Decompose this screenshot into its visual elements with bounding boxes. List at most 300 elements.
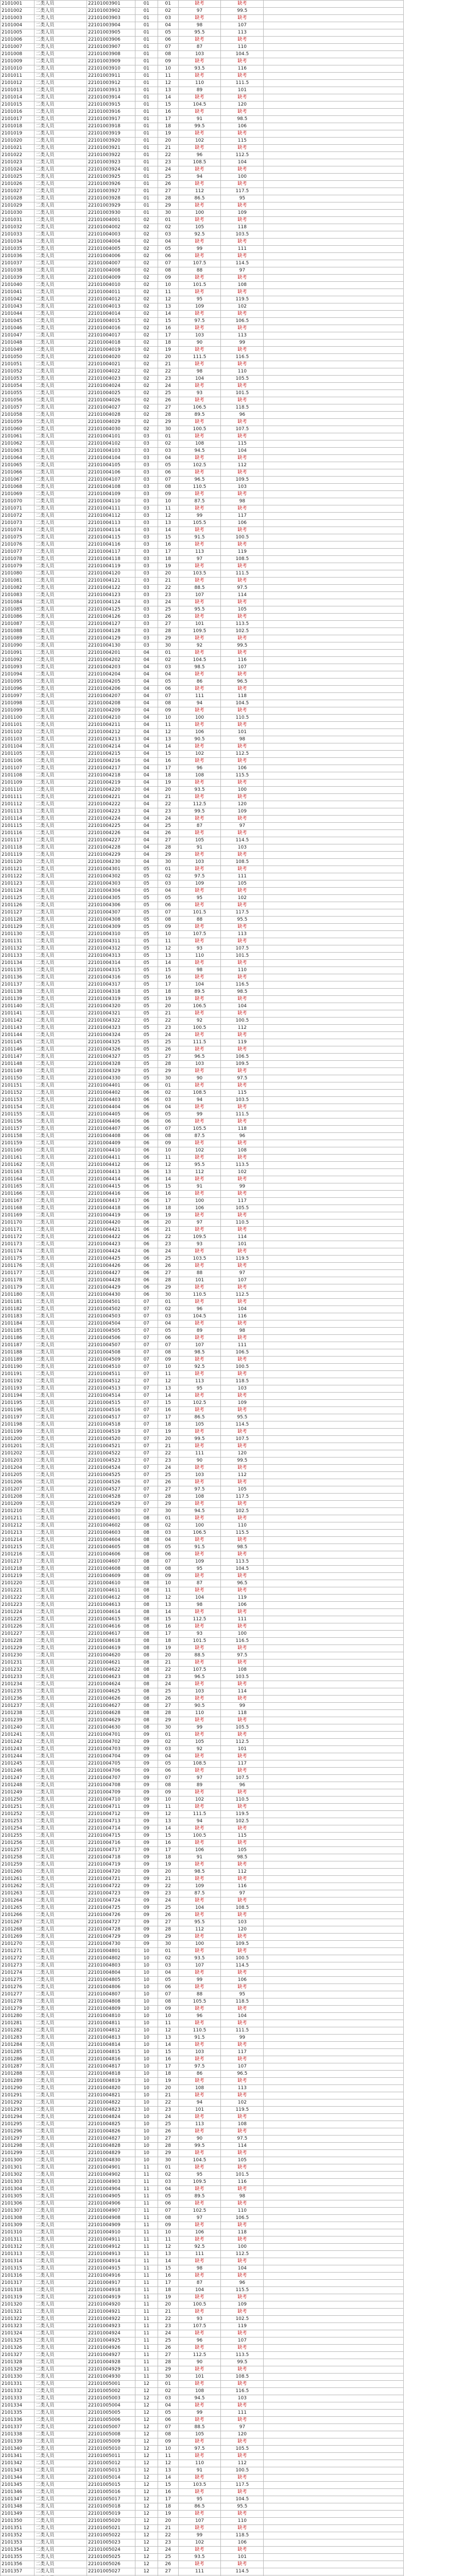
cell-empty (264, 1277, 404, 1284)
cell-category: 二类人员 (35, 1479, 87, 1486)
cell-score-a: 缺考 (178, 217, 221, 224)
table-row (1, 1998, 404, 2006)
cell-ticket-no: 22101004304 (87, 888, 135, 895)
cell-seat: 19 (158, 347, 178, 354)
cell-exam-id: 2101189 (1, 1357, 35, 1364)
cell-empty (264, 2460, 404, 2467)
cell-empty (264, 2446, 404, 2453)
cell-score-b: 缺考 (221, 1840, 264, 1847)
cell-seat: 17 (158, 332, 178, 340)
cell-score-a: 93.5 (178, 1955, 221, 1962)
cell-ticket-no: 22101004620 (87, 1652, 135, 1659)
cell-score-a: 110.5 (178, 484, 221, 491)
cell-ticket-no: 22101005027 (87, 2568, 135, 2575)
cell-score-b: 缺考 (221, 1789, 264, 1797)
cell-empty (264, 1638, 404, 1645)
cell-score-b: 106.5 (221, 1054, 264, 1061)
cell-category: 二类人员 (35, 888, 87, 895)
cell-room: 04 (135, 787, 158, 794)
cell-score-b: 105 (221, 1486, 264, 1494)
table-row (1, 1587, 404, 1595)
cell-empty (264, 2323, 404, 2330)
cell-exam-id: 2101124 (1, 888, 35, 895)
cell-category: 二类人员 (35, 823, 87, 830)
cell-ticket-no: 22101004314 (87, 960, 135, 967)
cell-seat: 30 (158, 642, 178, 650)
cell-ticket-no: 22101004403 (87, 1097, 135, 1104)
cell-exam-id: 2101060 (1, 426, 35, 433)
cell-exam-id: 2101110 (1, 787, 35, 794)
cell-ticket-no: 22101004626 (87, 1696, 135, 1703)
cell-empty (264, 563, 404, 570)
cell-ticket-no: 22101004407 (87, 1126, 135, 1133)
cell-ticket-no: 22101004612 (87, 1595, 135, 1602)
cell-category: 二类人员 (35, 2453, 87, 2460)
cell-category: 二类人员 (35, 2006, 87, 2013)
cell-score-a: 88.5 (178, 585, 221, 592)
cell-seat: 24 (158, 1248, 178, 1256)
cell-exam-id: 2101010 (1, 65, 35, 73)
cell-room: 03 (135, 549, 158, 556)
cell-score-a: 缺考 (178, 181, 221, 188)
cell-ticket-no: 22101004411 (87, 1155, 135, 1162)
cell-category: 二类人员 (35, 1342, 87, 1349)
cell-seat: 11 (158, 1804, 178, 1811)
cell-room: 04 (135, 816, 158, 823)
cell-empty (264, 2193, 404, 2200)
cell-exam-id: 2101271 (1, 1948, 35, 1955)
cell-ticket-no: 22101004013 (87, 303, 135, 311)
cell-ticket-no: 22101003927 (87, 188, 135, 195)
table-row (1, 1501, 404, 1508)
cell-category: 二类人员 (35, 1912, 87, 1919)
cell-ticket-no: 22101004821 (87, 2092, 135, 2099)
cell-ticket-no: 22101004009 (87, 275, 135, 282)
cell-room: 11 (135, 2215, 158, 2222)
cell-empty (264, 1652, 404, 1659)
cell-category: 二类人员 (35, 844, 87, 852)
cell-score-b: 118.5 (221, 1378, 264, 1385)
cell-room: 09 (135, 1905, 158, 1912)
cell-score-b: 118 (221, 224, 264, 231)
cell-score-b: 96 (221, 1782, 264, 1789)
cell-room: 09 (135, 1746, 158, 1753)
cell-exam-id: 2101170 (1, 1219, 35, 1227)
cell-room: 03 (135, 484, 158, 491)
cell-score-a: 101.5 (178, 909, 221, 917)
cell-room: 11 (135, 2309, 158, 2316)
table-row (1, 130, 404, 138)
cell-score-a: 107 (178, 1342, 221, 1349)
table-row (1, 2359, 404, 2366)
cell-score-b: 缺考 (221, 491, 264, 498)
cell-exam-id: 2101254 (1, 1825, 35, 1833)
cell-category: 二类人员 (35, 1046, 87, 1054)
cell-score-b: 缺考 (221, 181, 264, 188)
cell-ticket-no: 22101004913 (87, 2251, 135, 2258)
cell-ticket-no: 22101004903 (87, 2179, 135, 2186)
table-row (1, 2128, 404, 2136)
cell-category: 二类人员 (35, 1833, 87, 1840)
cell-empty (264, 1696, 404, 1703)
cell-score-b: 118.5 (221, 2532, 264, 2539)
cell-category: 二类人员 (35, 787, 87, 794)
cell-seat: 26 (158, 830, 178, 837)
cell-room: 07 (135, 1501, 158, 1508)
cell-category: 二类人员 (35, 188, 87, 195)
cell-ticket-no: 22101003916 (87, 109, 135, 116)
cell-score-a: 90 (178, 2136, 221, 2143)
cell-category: 二类人员 (35, 1962, 87, 1970)
cell-exam-id: 2101166 (1, 1191, 35, 1198)
cell-seat: 18 (158, 556, 178, 563)
cell-score-b: 缺考 (221, 469, 264, 477)
cell-seat: 24 (158, 1465, 178, 1472)
cell-empty (264, 2417, 404, 2424)
cell-exam-id: 2101333 (1, 2395, 35, 2402)
cell-category: 二类人员 (35, 2085, 87, 2092)
cell-room: 06 (135, 1227, 158, 1234)
cell-score-b: 缺考 (221, 2200, 264, 2208)
cell-ticket-no: 22101005003 (87, 2395, 135, 2402)
cell-exam-id: 2101050 (1, 354, 35, 361)
cell-category: 二类人员 (35, 2424, 87, 2431)
cell-exam-id: 2101048 (1, 340, 35, 347)
cell-ticket-no: 22101004706 (87, 1768, 135, 1775)
cell-empty (264, 1833, 404, 1840)
cell-score-b: 97 (221, 1890, 264, 1897)
cell-category: 二类人员 (35, 1263, 87, 1270)
cell-seat: 26 (158, 1696, 178, 1703)
table-row (1, 2172, 404, 2179)
cell-score-b: 缺考 (221, 743, 264, 751)
cell-score-b: 95.5 (221, 1414, 264, 1421)
cell-seat: 03 (158, 1746, 178, 1753)
cell-room: 01 (135, 174, 158, 181)
cell-score-b: 缺考 (221, 2114, 264, 2121)
cell-score-b: 103 (221, 1385, 264, 1393)
cell-category: 二类人员 (35, 1183, 87, 1191)
cell-score-b: 106 (221, 1977, 264, 1984)
cell-empty (264, 159, 404, 166)
cell-ticket-no: 22101004827 (87, 2136, 135, 2143)
cell-empty (264, 1212, 404, 1219)
cell-score-a: 93 (178, 945, 221, 953)
cell-empty (264, 1003, 404, 1010)
cell-empty (264, 2244, 404, 2251)
cell-category: 二类人员 (35, 2337, 87, 2345)
cell-ticket-no: 22101005008 (87, 2431, 135, 2438)
cell-category: 二类人员 (35, 2446, 87, 2453)
cell-score-a: 99 (178, 2410, 221, 2417)
cell-score-b: 109 (221, 2301, 264, 2309)
cell-ticket-no: 22101003912 (87, 80, 135, 87)
cell-category: 二类人员 (35, 1659, 87, 1667)
cell-seat: 03 (158, 1097, 178, 1104)
table-row (1, 2417, 404, 2424)
table-row (1, 1486, 404, 1494)
cell-score-b: 110.5 (221, 715, 264, 722)
cell-ticket-no: 22101004515 (87, 1400, 135, 1407)
cell-ticket-no: 22101004702 (87, 1739, 135, 1746)
cell-exam-id: 2101249 (1, 1789, 35, 1797)
cell-ticket-no: 22101004202 (87, 657, 135, 664)
cell-room: 11 (135, 2330, 158, 2337)
cell-category: 二类人员 (35, 2121, 87, 2128)
cell-category: 二类人员 (35, 1616, 87, 1623)
cell-exam-id: 2101001 (1, 1, 35, 8)
cell-score-a: 103 (178, 1472, 221, 1479)
cell-empty (264, 1494, 404, 1501)
table-row (1, 816, 404, 823)
cell-room: 06 (135, 1176, 158, 1183)
cell-seat: 03 (158, 231, 178, 239)
cell-seat: 11 (158, 1587, 178, 1595)
cell-room: 06 (135, 1082, 158, 1090)
cell-seat: 07 (158, 2208, 178, 2215)
cell-category: 二类人员 (35, 801, 87, 808)
cell-empty (264, 1046, 404, 1054)
cell-empty (264, 1703, 404, 1710)
table-row (1, 664, 404, 671)
cell-ticket-no: 22101004228 (87, 844, 135, 852)
cell-score-a: 88 (178, 267, 221, 275)
cell-ticket-no: 22101004820 (87, 2085, 135, 2092)
cell-empty (264, 152, 404, 159)
cell-exam-id: 2101126 (1, 902, 35, 909)
cell-empty (264, 80, 404, 87)
cell-ticket-no: 22101004007 (87, 260, 135, 267)
cell-score-a: 缺考 (178, 686, 221, 693)
cell-room: 03 (135, 448, 158, 455)
cell-ticket-no: 22101004412 (87, 1162, 135, 1169)
cell-empty (264, 830, 404, 837)
cell-category: 二类人员 (35, 2172, 87, 2179)
cell-room: 02 (135, 361, 158, 368)
cell-ticket-no: 22101004318 (87, 989, 135, 996)
cell-score-a: 94 (178, 2099, 221, 2107)
cell-score-a: 88.5 (178, 2424, 221, 2431)
cell-ticket-no: 22101004427 (87, 1270, 135, 1277)
cell-room: 10 (135, 2150, 158, 2157)
cell-ticket-no: 22101004001 (87, 217, 135, 224)
cell-seat: 28 (158, 2143, 178, 2150)
cell-score-a: 缺考 (178, 1876, 221, 1883)
cell-category: 二类人员 (35, 2489, 87, 2496)
cell-score-b: 112 (221, 1025, 264, 1032)
table-row (1, 657, 404, 664)
cell-seat: 27 (158, 2136, 178, 2143)
cell-category: 二类人员 (35, 1393, 87, 1400)
cell-room: 12 (135, 2424, 158, 2431)
cell-exam-id: 2101127 (1, 909, 35, 917)
table-row (1, 1558, 404, 1566)
cell-room: 09 (135, 1912, 158, 1919)
cell-exam-id: 2101067 (1, 477, 35, 484)
cell-category: 二类人员 (35, 1010, 87, 1018)
cell-score-b: 缺考 (221, 2186, 264, 2193)
cell-exam-id: 2101140 (1, 1003, 35, 1010)
cell-category: 二类人员 (35, 368, 87, 376)
cell-ticket-no: 22101004214 (87, 743, 135, 751)
cell-seat: 05 (158, 895, 178, 902)
cell-score-b: 118.5 (221, 1998, 264, 2006)
table-row (1, 671, 404, 679)
cell-seat: 20 (158, 138, 178, 145)
cell-seat: 02 (158, 1739, 178, 1746)
cell-score-b: 缺考 (221, 275, 264, 282)
cell-room: 05 (135, 1061, 158, 1068)
cell-category: 二类人员 (35, 1371, 87, 1378)
cell-room: 06 (135, 1162, 158, 1169)
cell-empty (264, 1306, 404, 1313)
cell-room: 06 (135, 1263, 158, 1270)
cell-exam-id: 2101028 (1, 195, 35, 202)
cell-score-a: 缺考 (178, 361, 221, 368)
cell-category: 二类人员 (35, 1537, 87, 1544)
cell-score-b: 107.5 (221, 1775, 264, 1782)
cell-seat: 22 (158, 368, 178, 376)
cell-seat: 01 (158, 866, 178, 873)
cell-room: 01 (135, 94, 158, 101)
cell-score-b: 107 (221, 22, 264, 29)
cell-exam-id: 2101144 (1, 1032, 35, 1039)
cell-ticket-no: 22101004307 (87, 909, 135, 917)
cell-exam-id: 2101338 (1, 2431, 35, 2438)
cell-score-a: 缺考 (178, 253, 221, 260)
cell-room: 11 (135, 2251, 158, 2258)
cell-exam-id: 2101332 (1, 2388, 35, 2395)
cell-category: 二类人员 (35, 477, 87, 484)
cell-empty (264, 960, 404, 967)
cell-category: 二类人员 (35, 1414, 87, 1421)
cell-exam-id: 2101346 (1, 2489, 35, 2496)
cell-exam-id: 2101005 (1, 29, 35, 37)
cell-ticket-no: 22101004503 (87, 1313, 135, 1320)
cell-category: 二类人员 (35, 1205, 87, 1212)
table-row (1, 1941, 404, 1948)
cell-exam-id: 2101047 (1, 332, 35, 340)
cell-room: 03 (135, 556, 158, 563)
table-row (1, 390, 404, 397)
cell-exam-id: 2101101 (1, 722, 35, 729)
cell-room: 07 (135, 1378, 158, 1385)
cell-empty (264, 2063, 404, 2071)
cell-seat: 09 (158, 707, 178, 715)
cell-seat: 09 (158, 2222, 178, 2229)
cell-score-b: 缺考 (221, 2345, 264, 2352)
cell-score-b: 缺考 (221, 1335, 264, 1342)
cell-score-b: 98.5 (221, 989, 264, 996)
cell-exam-id: 2101013 (1, 87, 35, 94)
cell-exam-id: 2101015 (1, 101, 35, 109)
cell-empty (264, 1789, 404, 1797)
table-row (1, 1263, 404, 1270)
cell-score-b: 110 (221, 2208, 264, 2215)
cell-score-b: 105.5 (221, 2446, 264, 2453)
cell-seat: 04 (158, 239, 178, 246)
cell-room: 11 (135, 2301, 158, 2309)
cell-score-b: 100 (221, 174, 264, 181)
cell-empty (264, 2395, 404, 2402)
cell-exam-id: 2101032 (1, 224, 35, 231)
cell-category: 二类人员 (35, 570, 87, 578)
cell-score-b: 缺考 (221, 1429, 264, 1436)
cell-exam-id: 2101279 (1, 2006, 35, 2013)
cell-exam-id: 2101097 (1, 693, 35, 700)
cell-exam-id: 2101226 (1, 1623, 35, 1631)
cell-score-a: 缺考 (178, 1717, 221, 1724)
table-row (1, 2301, 404, 2309)
cell-seat: 07 (158, 260, 178, 267)
cell-exam-id: 2101270 (1, 1941, 35, 1948)
cell-score-b: 116 (221, 65, 264, 73)
cell-score-b: 缺考 (221, 2222, 264, 2229)
cell-score-a: 87.5 (178, 1133, 221, 1140)
cell-exam-id: 2101289 (1, 2078, 35, 2085)
cell-empty (264, 1205, 404, 1212)
cell-score-a: 缺考 (178, 2273, 221, 2280)
cell-score-b: 缺考 (221, 1371, 264, 1378)
cell-empty (264, 1104, 404, 1111)
cell-empty (264, 902, 404, 909)
cell-score-b: 101.5 (221, 2172, 264, 2179)
cell-exam-id: 2101349 (1, 2511, 35, 2518)
cell-ticket-no: 22101004006 (87, 253, 135, 260)
cell-exam-id: 2101040 (1, 282, 35, 289)
cell-seat: 22 (158, 1450, 178, 1458)
table-row (1, 902, 404, 909)
cell-category: 二类人员 (35, 1212, 87, 1219)
cell-seat: 02 (158, 224, 178, 231)
cell-score-b: 114.5 (221, 1421, 264, 1429)
table-row (1, 44, 404, 51)
cell-score-a: 109 (178, 880, 221, 888)
cell-exam-id: 2101324 (1, 2330, 35, 2337)
cell-score-a: 95.5 (178, 606, 221, 614)
cell-seat: 29 (158, 2366, 178, 2374)
cell-score-a: 缺考 (178, 650, 221, 657)
cell-category: 二类人员 (35, 657, 87, 664)
cell-score-b: 101 (221, 1241, 264, 1248)
table-row (1, 2460, 404, 2467)
cell-category: 二类人员 (35, 1609, 87, 1616)
cell-ticket-no: 22101004812 (87, 2027, 135, 2035)
cell-score-b: 101 (221, 87, 264, 94)
cell-room: 04 (135, 679, 158, 686)
cell-score-b: 缺考 (221, 852, 264, 859)
cell-seat: 23 (158, 376, 178, 383)
cell-ticket-no: 22101004326 (87, 1046, 135, 1054)
cell-empty (264, 1674, 404, 1681)
table-row (1, 844, 404, 852)
cell-empty (264, 65, 404, 73)
table-row (1, 2402, 404, 2410)
cell-room: 05 (135, 873, 158, 880)
cell-category: 二类人员 (35, 2359, 87, 2366)
cell-seat: 25 (158, 1472, 178, 1479)
cell-category: 二类人员 (35, 51, 87, 58)
cell-score-a: 100.5 (178, 1833, 221, 1840)
cell-ticket-no: 22101004425 (87, 1256, 135, 1263)
cell-category: 二类人员 (35, 1818, 87, 1825)
table-row (1, 693, 404, 700)
cell-category: 二类人员 (35, 491, 87, 498)
cell-empty (264, 2035, 404, 2042)
cell-seat: 28 (158, 844, 178, 852)
cell-seat: 01 (158, 433, 178, 440)
cell-room: 12 (135, 2518, 158, 2525)
